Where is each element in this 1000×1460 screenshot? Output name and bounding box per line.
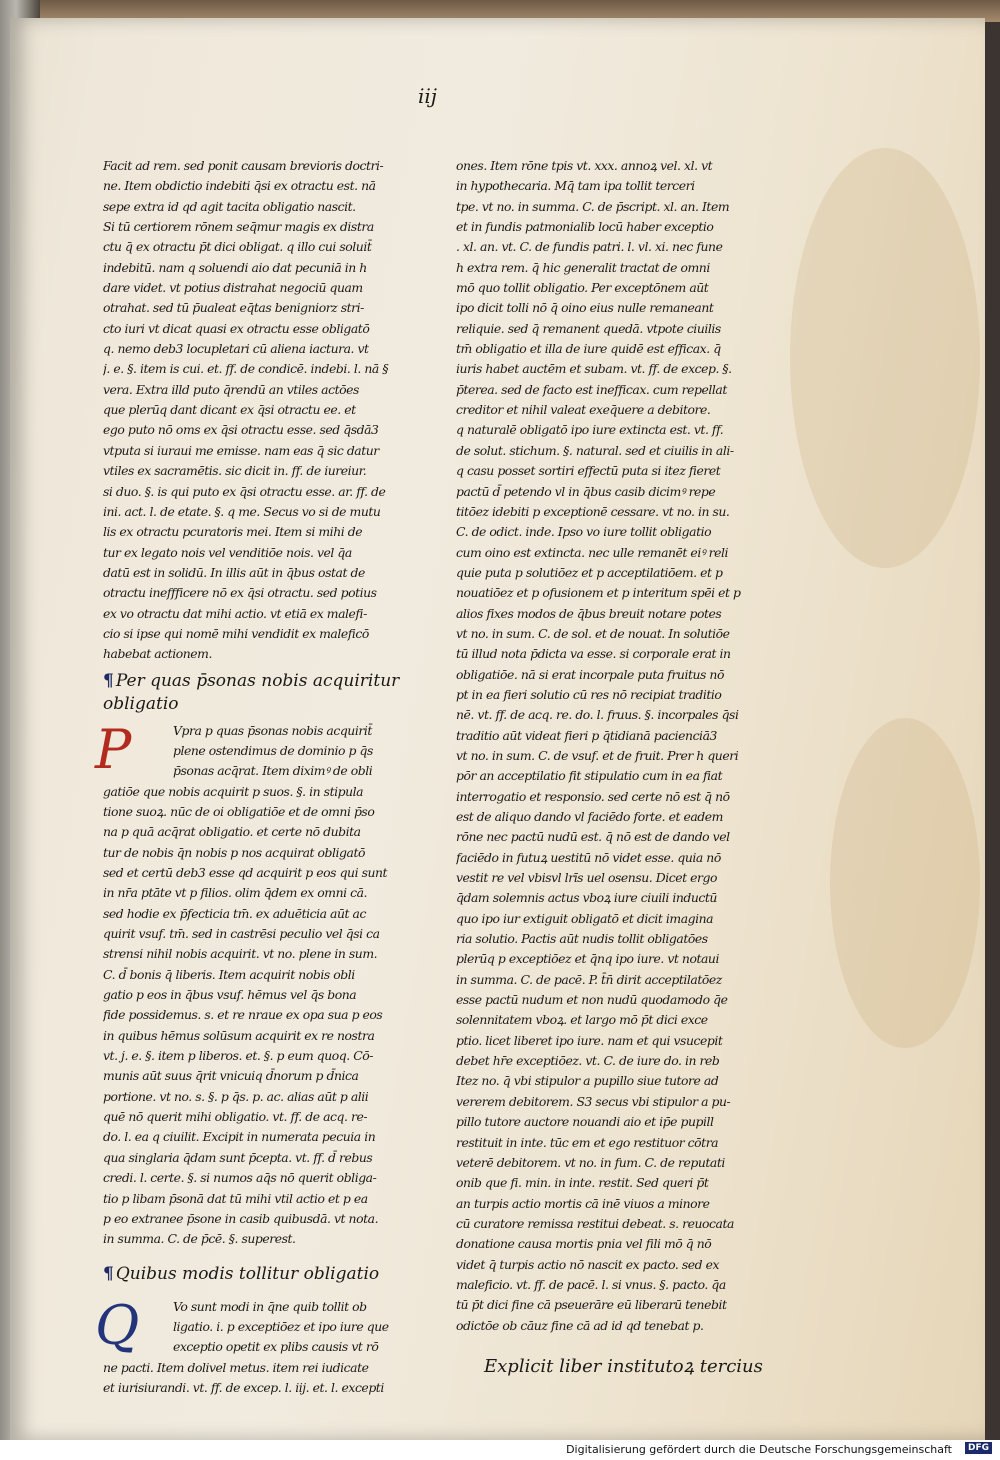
text-line: tpe. vt no. in summa. C. de p̄script. xl. an. Item xyxy=(456,198,730,214)
text-line: odictōe ob cāuz fine cā ad id qd tenebat p. xyxy=(456,1317,704,1333)
text-line: sed et certū deb3 esse qd acquirit p eos qui sunt xyxy=(103,865,388,880)
text-line: quē nō querit mihi obligatio. vt. ff. de acq. re- xyxy=(103,1109,368,1125)
text-line: in summa. C. de p̄cē. §. superest. xyxy=(103,1231,296,1247)
text-line: tio p libam p̄sonā dat tū mihi vtil actio et p ea xyxy=(103,1190,368,1206)
text-line: ptio. licet liberet ipo iure. nam et qui vsucepit xyxy=(456,1032,723,1048)
text-line: ne pacti. Item dolivel metus. item rei iudicate xyxy=(103,1359,369,1375)
text-line: tur de nobis q̄n nobis p nos acquirat obligatō xyxy=(103,844,366,860)
explicit-colophon: Explicit liber institutoꝝ tercius xyxy=(484,1355,763,1377)
text-line: ego puto nō oms ex q̄si otractu esse. sed q̄sdā3 xyxy=(103,422,379,438)
section-heading: ¶ Per quas p̄sonas nobis acquiritur xyxy=(103,670,400,691)
text-line: de solut. stichum. §. natural. sed et ciuilis in ali- xyxy=(456,442,734,458)
text-line: habebat actionem. xyxy=(103,646,212,662)
text-line: pactū d̄ petendo vl in q̄bus casib dicimꝰ repe xyxy=(456,483,716,499)
text-line: esse pactū nudum et non nudū quodamodo q̄e xyxy=(456,992,728,1008)
text-line: Itez no. q̄ vbi stipulor a pupillo siue tutore ad xyxy=(456,1073,719,1089)
text-line: creditor et nihil valeat exeq̄uere a debitore. xyxy=(456,402,711,418)
initial-block xyxy=(95,1293,408,1358)
text-block xyxy=(103,156,408,665)
text-line: tū p̄t dici fine cā pseuerāre eū liberarū tenebit xyxy=(456,1297,727,1313)
red-initial: P xyxy=(95,717,132,781)
footer-bar xyxy=(0,1440,1000,1460)
text-line: debet hr̄e exceptiōez. vt. C. de iure do. in reb xyxy=(456,1053,720,1069)
foxing-stain xyxy=(790,148,980,568)
text-line: pt in ea fieri solutio cū res nō recipiat traditio xyxy=(456,686,722,702)
text-line: in quibus hēmus solūsum acquirit ex re nostra xyxy=(103,1027,375,1043)
text-line: Vpra p quas p̄sonas nobis acquirit̄ xyxy=(173,722,372,738)
text-line: Vo sunt modi in q̄ne quib tollit ob xyxy=(173,1298,367,1314)
text-line: p eo extranee p̄sone in casib quibusdā. vt nota. xyxy=(103,1210,379,1226)
text-line: indebitū. nam q soluendi aio dat pecuniā in h xyxy=(103,259,367,275)
text-line: et in fundis patmonialib locū haber exceptio xyxy=(456,219,714,235)
text-line: j. e. §. item is cui. et. ff. de condicē. indebi. l. nā § xyxy=(103,361,389,377)
text-line: et iurisiurandi. vt. ff. de excep. l. iij. et. l. excepti xyxy=(103,1379,384,1395)
text-line: onib que fi. min. in inte. restit. Sed queri p̄t xyxy=(456,1175,709,1191)
left-column xyxy=(95,156,408,1398)
text-line: que plerūq dant dicant ex q̄si otractu ee. et xyxy=(103,402,356,418)
text-line: est de aliquo dando vl faciēdo forte. et eadem xyxy=(456,809,723,824)
text-line: dare videt. vt potius distrahat negociū quam xyxy=(103,280,363,296)
text-line: ex vo otractu dat mihi actio. vt etiā ex malefi- xyxy=(103,605,367,621)
text-line: pōr an acceptilatio fit stipulatio cum in ea fiat xyxy=(456,768,723,784)
text-line: interrogatio et responsio. sed certe nō est q̄ nō xyxy=(456,788,730,804)
section-heading: ¶ Quibus modis tollitur obligatio xyxy=(103,1263,380,1284)
text-line: munis aūt suus q̄rit vnicuiq d̄norum p d̄nica xyxy=(103,1068,359,1084)
text-line: plerūq p exceptiōez et q̄nq ipo iure. vt notaui xyxy=(456,951,719,967)
text-line: Si tū certiorem rōnem seq̄mur magis ex distra xyxy=(103,219,374,235)
text-line: q naturalē obligatō ipo iure extincta est. vt. ff. xyxy=(456,422,724,438)
text-line: vt no. in sum. C. de vsuf. et de fruit. Prer h queri xyxy=(456,747,739,763)
text-line: ini. act. l. de etate. §. q me. Secus vo si de mutu xyxy=(103,503,381,519)
text-line: credi. l. certe. §. si numos aq̄s nō querit obliga- xyxy=(103,1170,377,1186)
text-line: in nr̄a ptāte vt p filios. olim q̄dem ex omni cā. xyxy=(103,885,368,901)
text-line: gatio p eos in q̄bus vsuf. hēmus vel q̄s bona xyxy=(103,987,357,1003)
text-line: vt no. in sum. C. de sol. et de nouat. In solutiōe xyxy=(456,625,730,641)
blue-initial: Q xyxy=(95,1293,140,1357)
folio-number: iij xyxy=(418,84,437,108)
text-line: p̄terea. sed de facto est inefficax. cum repellat xyxy=(456,381,727,397)
text-block xyxy=(456,156,766,1336)
text-line: donatione causa mortis pnia vel fili mō q̄ nō xyxy=(456,1236,712,1252)
text-line: q. nemo deb3 locupletari cū aliena iactura. vt xyxy=(103,341,369,357)
text-line: p̄sonas acq̄rat. Item diximꝰ de obli xyxy=(173,763,373,779)
text-line: otractu ineffficere nō ex q̄si otractu. sed potius xyxy=(103,585,377,601)
text-line: ne. Item obdictio indebiti q̄si ex otractu est. nā xyxy=(103,178,376,194)
text-line: cum oino est extincta. nec ulle remanēt eiꝰ reli xyxy=(456,544,728,560)
text-line: veterē debitorem. vt no. in fum. C. de reputati xyxy=(456,1154,725,1170)
text-line: tm̄ obligatio et illa de iure quidē est efficax. q̄ xyxy=(456,341,721,357)
text-line: ligatio. i. p exceptiōez et ipo iure que xyxy=(173,1318,389,1334)
text-line: gatiōe que nobis acquirit p suos. §. in stipula xyxy=(103,783,364,799)
text-line: titōez idebiti p exceptionē cessare. vt no. in su. xyxy=(456,503,730,519)
text-line: . xl. an. vt. C. de fundis patri. l. vl. xi. nec fune xyxy=(456,239,723,255)
text-line: vtiles ex sacramētis. sic dicit in. ff. de iureiur. xyxy=(103,463,367,479)
text-line: solennitatem vboꝝ. et largo mō p̄t dici exce xyxy=(456,1012,708,1028)
text-block xyxy=(103,1297,408,1358)
text-line: sed hodie ex p̄fecticia tm̄. ex aduēticia aūt ac xyxy=(103,905,366,921)
text-line: nē. vt. ff. de acq. re. do. l. fruus. §. incorpales q̄si xyxy=(456,707,739,723)
text-line: videt q̄ turpis actio nō nascit ex pacto. sed ex xyxy=(456,1256,720,1272)
section-heading-continuation: obligatio xyxy=(103,693,179,714)
text-block xyxy=(103,721,408,782)
text-line: vestit re vel vbisvl lrīs uel osensu. Dicet ergo xyxy=(456,870,717,886)
text-line: lis ex otractu pcuratoris mei. Item si mihi de xyxy=(103,524,363,540)
text-line: na p quā acq̄rat obligatio. et certe nō dubita xyxy=(103,824,361,840)
text-line: datū est in solidū. In illis aūt in q̄bus ostat de xyxy=(103,564,365,580)
text-line: q̄dam solemnis actus vboꝝ iure ciuili inductū xyxy=(456,890,717,906)
text-line: otrahat. sed tū p̄ualeat eq̄tas benigniorz stri- xyxy=(103,300,364,316)
text-line: iuris habet auctēm et subam. vt. ff. de excep. §. xyxy=(456,361,732,377)
text-line: in summa. C. de pacē. P. t̄n̄ dirit acceptilatōez xyxy=(456,971,722,987)
text-line: vera. Extra illd puto q̄rendū an vtiles actōes xyxy=(103,381,359,397)
text-line: an turpis actio mortis cā inē viuos a minore xyxy=(456,1195,710,1211)
text-line: in hypothecaria. Mq̄ tam ipa tollit terceri xyxy=(456,178,695,194)
text-line: quie puta p solutiōez et p acceptilatiōem. et p xyxy=(456,564,723,580)
text-line: ipo dicit tolli nō q̄ oino eius nulle remaneant xyxy=(456,300,714,316)
text-line: do. l. ea q ciuilit. Excipit in numerata pecuia in xyxy=(103,1129,376,1145)
right-column xyxy=(456,156,766,1378)
text-line: exceptio opetit ex plibs causis vt rō xyxy=(173,1339,379,1355)
text-line: pillo tutore auctore nouandi aio et ip̄e pupill xyxy=(456,1114,714,1130)
text-line: strensi nihil nobis acquirit. vt no. plene in sum. xyxy=(103,946,378,962)
initial-block xyxy=(95,717,408,782)
text-line: ones. Item rōne tpis vt. xxx. annoꝝ vel. xl. vt xyxy=(456,158,713,173)
text-line: quo ipo iur extiguit obligatō et dicit imagina xyxy=(456,910,714,926)
text-line: sepe extra id qd agit tacita obligatio nascit. xyxy=(103,198,356,214)
text-line: nouatiōez et p ofusionem et p interitum spēi et p xyxy=(456,585,741,601)
text-line: maleficio. vt. ff. de pacē. l. si vnus. §. pacto. q̄a xyxy=(456,1276,726,1292)
text-line: vererem debitorem. S3 secus vbi stipulor a pu- xyxy=(456,1093,731,1109)
text-line: alios fixes modos de q̄bus breuit notare potes xyxy=(456,605,722,621)
text-line: cio si ipse qui nomē mihi vendidit ex maleficō xyxy=(103,625,369,641)
text-line: fide possidemus. s. et re nraue ex opa sua p eos xyxy=(103,1007,383,1023)
text-line: qua singlaria q̄dam sunt p̄cepta. vt. ff. d̄ rebus xyxy=(103,1149,373,1165)
text-block xyxy=(103,1358,408,1399)
text-line: portione. vt no. s. §. p q̄s. p. ac. alias aūt p alii xyxy=(103,1088,369,1104)
text-line: cū curatore remissa restitui debeat. s. reuocata xyxy=(456,1215,734,1231)
text-line: rōne nec pactū nudū est. q̄ nō est de dando vel xyxy=(456,829,730,845)
text-line: traditio aūt videat fieri p q̄tidianā pacienciā3 xyxy=(456,727,717,743)
text-line: C. d̄ bonis q̄ liberis. Item acquirit nobis obli xyxy=(103,966,355,982)
text-line: tur ex legato nois vel venditiōe nois. vel q̄a xyxy=(103,544,352,560)
text-line: vtputa si iuraui me emisse. nam eas q̄ sic datur xyxy=(103,442,379,458)
text-line: ria solutio. Pactis aūt nudis tollit obligatōes xyxy=(456,931,708,947)
text-line: cto iuri vt dicat quasi ex otractu esse obligatō xyxy=(103,320,370,336)
footer-credit: Digitalisierung gefördert durch die Deutsche Forschungsgemeinschaft xyxy=(566,1443,952,1456)
text-line: obligatiōe. nā si erat incorpale puta fruitus nō xyxy=(456,666,724,682)
text-line: vt. j. e. §. item p liberos. et. §. p eum quoq. Cō- xyxy=(103,1048,373,1064)
text-block xyxy=(103,782,408,1250)
text-line: mō quo tollit obligatio. Per exceptōnem aūt xyxy=(456,280,709,296)
text-line: C. de odict. inde. Ipso vo iure tollit obligatio xyxy=(456,524,712,540)
text-line: q casu posset sortiri effectū puta si itez fieret xyxy=(456,463,721,479)
text-line: tū illud nota p̄dicta va esse. si corporale erat in xyxy=(456,646,731,662)
text-line: ctu q̄ ex otractu p̄t dici obligat. q illo cui soluit̄ xyxy=(103,239,372,255)
foxing-stain xyxy=(830,718,980,1048)
text-line: restituit in inte. tūc em et ego restituor cōtra xyxy=(456,1134,719,1150)
text-line: quirit vsuf. tm̄. sed in castrēsi peculio vel q̄si ca xyxy=(103,926,380,942)
text-line: plene ostendimus de dominio p q̄s xyxy=(173,742,373,758)
text-line: reliquie. sed q̄ remanent quedā. vtpote ciuilis xyxy=(456,320,721,336)
text-line: si duo. §. is qui puto ex q̄si otractu esse. ar. ff. de xyxy=(103,483,386,499)
text-line: h extra rem. q̄ hic generalit tractat de omni xyxy=(456,259,710,275)
text-line: Facit ad rem. sed ponit causam brevioris doctri- xyxy=(103,158,384,173)
text-line: faciēdo in futuꝝ uestitū nō videt esse. quia nō xyxy=(456,849,721,865)
text-line: tione suoꝝ. nūc de oi obligatiōe et de omni p̄so xyxy=(103,803,375,819)
dfg-logo: DFG xyxy=(965,1442,992,1454)
